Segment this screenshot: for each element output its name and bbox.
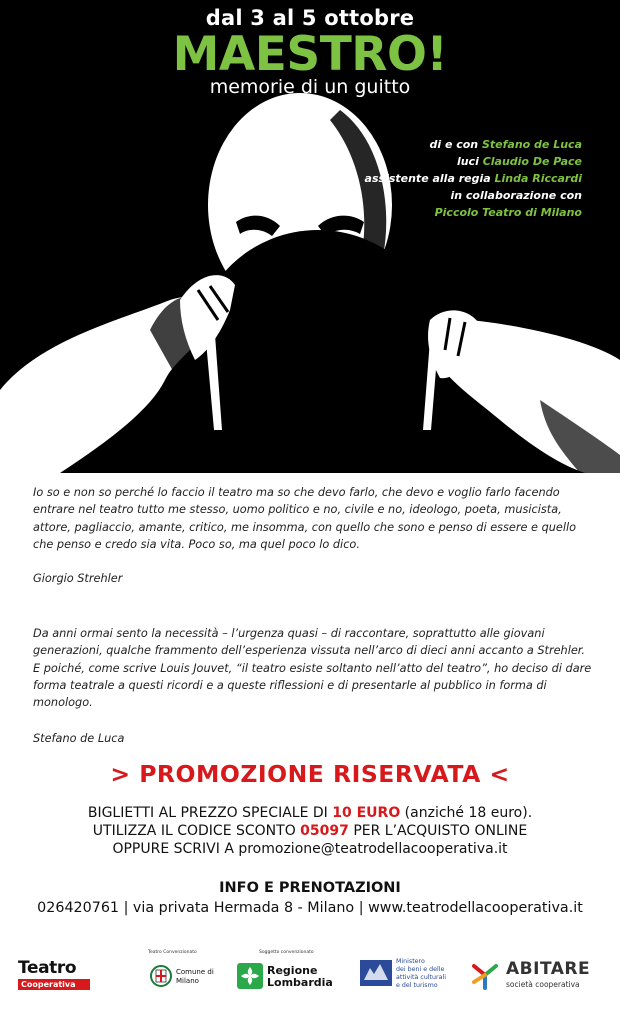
promo-price-line: BIGLIETTI AL PREZZO SPECIALE DI 10 EURO (anziché 18 euro). [87, 805, 533, 821]
deluca-signature: Stefano de Luca [33, 732, 125, 745]
comune-milano-logo: Teatro Convenzionato Comune di Milano [148, 950, 220, 955]
abitare-star-icon [470, 960, 500, 990]
credit-line: assistente alla regia Linda Riccardi [364, 172, 582, 185]
promo-details [0, 804, 620, 858]
event-dates: dal 3 al 5 ottobre [205, 6, 415, 30]
milano-crest-icon [150, 964, 172, 988]
poster-header [0, 0, 620, 473]
info-heading: INFO E PRENOTAZIONI [219, 880, 401, 896]
regione-lombardia-logo: Soggetto convenzionato Regione Lombardia [237, 950, 337, 955]
promo-heading: > PROMOZIONE RISERVATA < [110, 760, 510, 788]
mibact-emblem-icon [360, 960, 392, 986]
lombardia-rose-icon [237, 963, 263, 989]
show-subtitle: memorie di un guitto [209, 76, 411, 98]
teatro-cooperativa-logo: Teatro Cooperativa [18, 960, 94, 990]
show-title: MAESTRO! [172, 27, 448, 82]
credit-line: di e con Stefano de Luca [429, 138, 582, 151]
sponsor-logos: Teatro Cooperativa Teatro Convenzionato Comune di Milano Soggetto convenzionato Regione Lombardia Ministero dei beni e delle attività culturali e del turismo ABITARE società cooperativa [18, 950, 591, 989]
promo-code-line: UTILIZZA IL CODICE SCONTO 05097 PER L’ACQUISTO ONLINE [92, 823, 528, 839]
credit-line: in collaborazione con [450, 189, 582, 202]
contact-line[interactable]: 026420761 | via privata Hermada 8 - Milano | www.teatrodellacooperativa.it [37, 900, 583, 916]
deluca-statement: Da anni ormai sento la necessità – l’urgenza quasi – di raccontare, soprattutto alle giovani generazioni, qualche frammento dell’esperienza vissuta nell’arco di dieci anni accanto a Strehler. E poiché, come scrive Louis Jouvet, “il teatro esiste soltanto nell’atto del teatro”, ho deciso di dare forma teatrale a questi ricordi e a queste riflessioni e di presentarle al pubblico in forma di monologo. [33, 627, 592, 710]
credits-block [332, 136, 582, 221]
credit-line: luci Claudio De Pace [456, 155, 582, 168]
promo-email-line[interactable]: OPPURE SCRIVI A promozione@teatrodellacooperativa.it [112, 841, 508, 857]
strehler-signature: Giorgio Strehler [33, 572, 123, 585]
strehler-quote: Io so e non so perché lo faccio il teatro ma so che devo farlo, che devo e voglio farlo facendo entrare nel teatro tutto me stesso, uomo politico e no, civile e no, ideologo, poeta, musicista, attore, pagliaccio, amante, critico, me insomma, con quello che sono e penso di essere e quello che penso e credo sia vita. Poco so, ma quel poco lo dico. [33, 486, 577, 551]
credit-line: Piccolo Teatro di Milano [434, 206, 582, 219]
